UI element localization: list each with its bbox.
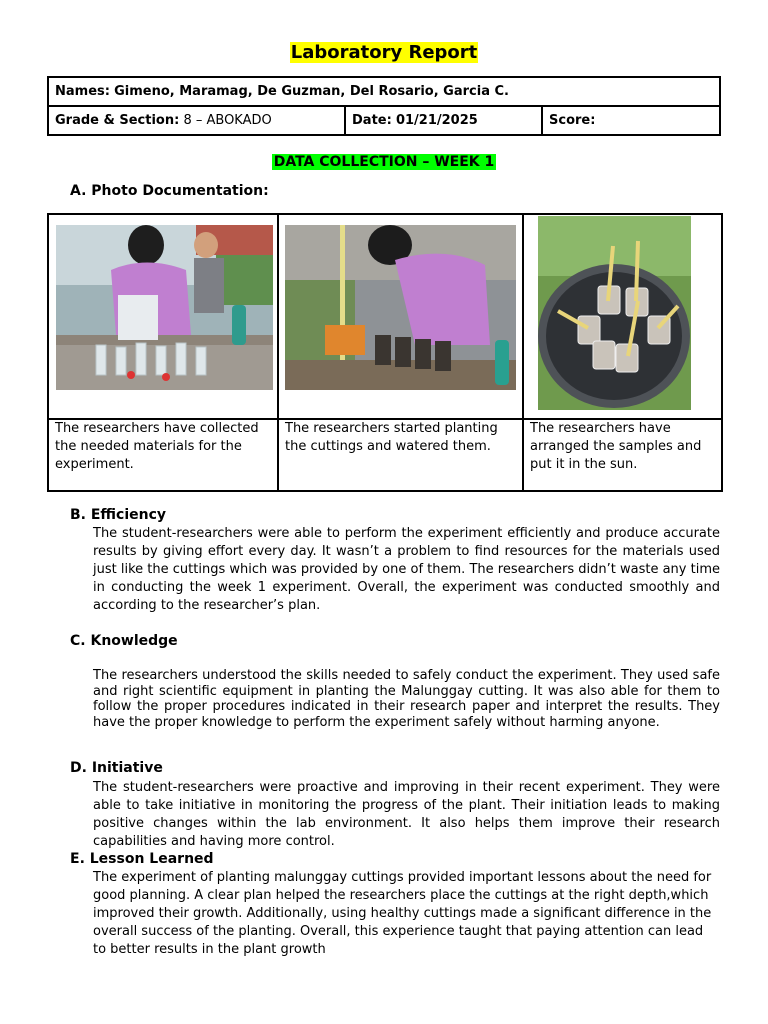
report-title-wrap: [0, 42, 768, 63]
names-label: Names:: [55, 84, 110, 99]
data-collection-title: DATA COLLECTION – WEEK 1: [273, 154, 495, 170]
photo-cell-3: [523, 214, 722, 419]
efficiency-heading: B. Efficiency: [70, 507, 167, 523]
photo-cell-1: [48, 214, 278, 419]
knowledge-heading: C. Knowledge: [70, 633, 178, 649]
grade-cell: [48, 106, 345, 135]
grade-label: Grade & Section:: [55, 113, 180, 128]
photo-collecting-materials: [56, 225, 273, 390]
caption-1: The researchers have collected the needed materials for the experiment.: [48, 419, 278, 491]
photo-planting-cuttings: [285, 225, 516, 390]
lesson-text: The experiment of planting malunggay cuttings provided important lessons about the need for good planning. A clear plan helped the researchers place the cuttings at the right depth,which improved their growth. Additionally, using healthy cuttings made a significant difference in the overall success of the planting. Overall, this experience taught that paying attention can lead to better results in the plant growth: [93, 870, 712, 957]
lesson-heading: E. Lesson Learned: [70, 851, 214, 867]
data-collection-title-wrap: [0, 151, 768, 170]
names-value: Gimeno, Maramag, De Guzman, Del Rosario, Garcia C.: [114, 84, 509, 99]
photo-table: [47, 213, 723, 492]
date-cell: [345, 106, 542, 135]
knowledge-text: The researchers understood the skills needed to safely conduct the experiment. They used safe and right scientific equipment in planting the Malunggay cutting. It was also able for them to follow the proper procedures indicated in their research paper and interpret the results. They have the proper knowledge to perform the experiment safely without harming anyone.: [93, 668, 720, 730]
score-cell: [542, 106, 720, 135]
report-title: Laboratory Report: [290, 42, 478, 63]
photo-cell-2: [278, 214, 523, 419]
caption-3: The researchers have arranged the samples and put it in the sun.: [523, 419, 722, 491]
score-label: Score:: [549, 113, 596, 128]
efficiency-text: The student-researchers were able to perform the experiment efficiently and produce accurate results by giving effort every day. It wasn’t a problem to find resources for the materials used just like the cuttings which was provided by one of them. The researchers didn’t waste any time in conducting the week 1 experiment. Overall, the experiment was conducted smoothly and according to the researcher’s plan.: [93, 526, 720, 613]
photo-samples-in-sun: [538, 216, 691, 410]
names-cell: [48, 77, 720, 106]
date-value: 01/21/2025: [395, 113, 478, 128]
photo-documentation-heading: A. Photo Documentation:: [70, 183, 269, 199]
date-label: Date:: [352, 113, 392, 128]
caption-2: The researchers started planting the cuttings and watered them.: [278, 419, 523, 491]
initiative-heading: D. Initiative: [70, 760, 163, 776]
initiative-text: The student-researchers were proactive and improving in their recent experiment. They were able to take initiative in monitoring the progress of the plant. Their initiation leads to making positive changes within the lab environment. It also helps them improve their research capabilities and having more control.: [93, 780, 720, 849]
info-table: [47, 76, 721, 136]
grade-value: 8 – ABOKADO: [183, 113, 272, 128]
